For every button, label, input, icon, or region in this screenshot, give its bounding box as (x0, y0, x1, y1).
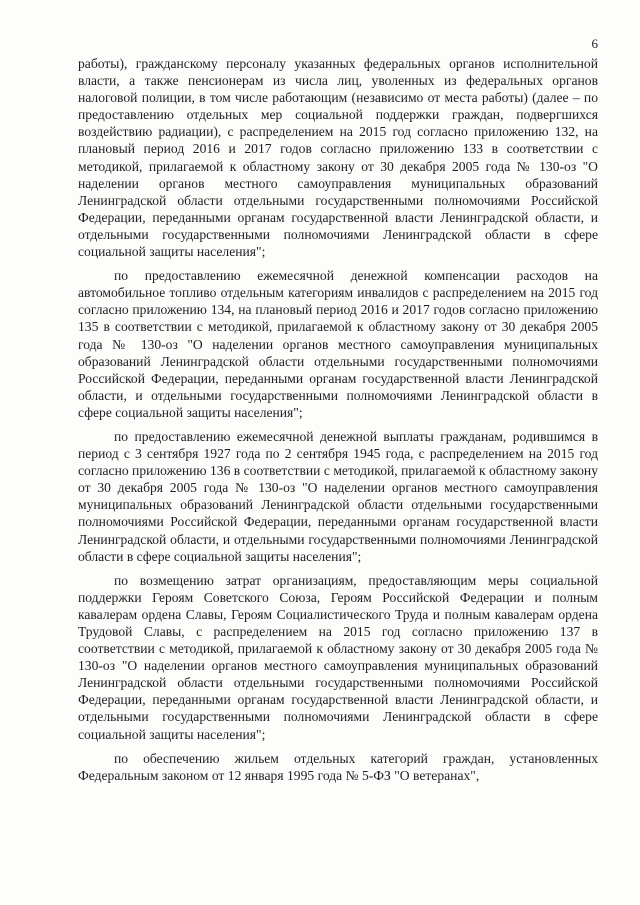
paragraph-continuation: работы), гражданскому персоналу указанных федеральных органов исполнительной власти, а также пенсионерам из числа лиц, уволенных из федеральных органов налоговой полиции, в том числе работающим (независимо от места работы) (далее – по предоставлению отдельных мер социальной поддержки граждан, подвергшихся воздействию радиации), с распределением на 2015 год согласно приложению 132, на плановый период 2016 и 2017 годов согласно приложению 133 в соответствии с методикой, прилагаемой к областному закону от 30 декабря 2005 года № 130-оз "О наделении органов местного самоуправления муниципальных образований Ленинградской области отдельными государственными полномочиями Российской Федерации, переданными органам государственной власти Ленинградской области, и отдельными государственными полномочиями Ленинградской области в сфере социальной защиты населения"; (78, 56, 598, 260)
page-number: 6 (591, 36, 598, 51)
document-body (78, 55, 598, 791)
paragraph-housing-veterans: по обеспечению жильем отдельных категорий граждан, установленных Федеральным законом от 12 января 1995 года № 5-ФЗ "О ветеранах", (78, 750, 598, 783)
paragraph-fuel-compensation: по предоставлению ежемесячной денежной компенсации расходов на автомобильное топливо отдельным категориям инвалидов с распределением на 2015 год согласно приложению 134, на плановый период 2016 и 2017 годов согласно приложению 135 в соответствии с методикой, прилагаемой к областному закону от 30 декабря 2005 года № 130-оз "О наделении органов местного самоуправления муниципальных образований Ленинградской области отдельными государственными полномочиями Российской Федерации, переданными органам государственной власти Ленинградской области, и отдельными государственными полномочиями Ленинградской области в сфере социальной защиты населения"; (78, 268, 598, 420)
paragraph-monthly-payment: по предоставлению ежемесячной денежной выплаты гражданам, родившимся в период с 3 сентября 1927 года по 2 сентября 1945 года, с распределением на 2015 год согласно приложению 136 в соответствии с методикой, прилагаемой к областному закону от 30 декабря 2005 года № 130-оз "О наделении органов местного самоуправления муниципальных образований Ленинградской области отдельными государственными полномочиями Российской Федерации, переданными органам государственной власти Ленинградской области, и отдельными государственными полномочиями Ленинградской области в сфере социальной защиты населения"; (78, 428, 598, 564)
paragraph-heroes-compensation: по возмещению затрат организациям, предоставляющим меры социальной поддержки Героям Советского Союза, Героям Российской Федерации и полным кавалерам ордена Славы, Героям Социалистического Труда и полным кавалерам ордена Трудовой Славы, с распределением на 2015 год согласно приложению 137 в соответствии с методикой, прилагаемой к областному закону от 30 декабря 2005 года № 130-оз "О наделении органов местного самоуправления муниципальных образований Ленинградской области отдельными государственными полномочиями Российской Федерации, переданными органам государственной власти Ленинградской области, и отдельными государственными полномочиями Ленинградской области в сфере социальной защиты населения"; (78, 572, 598, 742)
